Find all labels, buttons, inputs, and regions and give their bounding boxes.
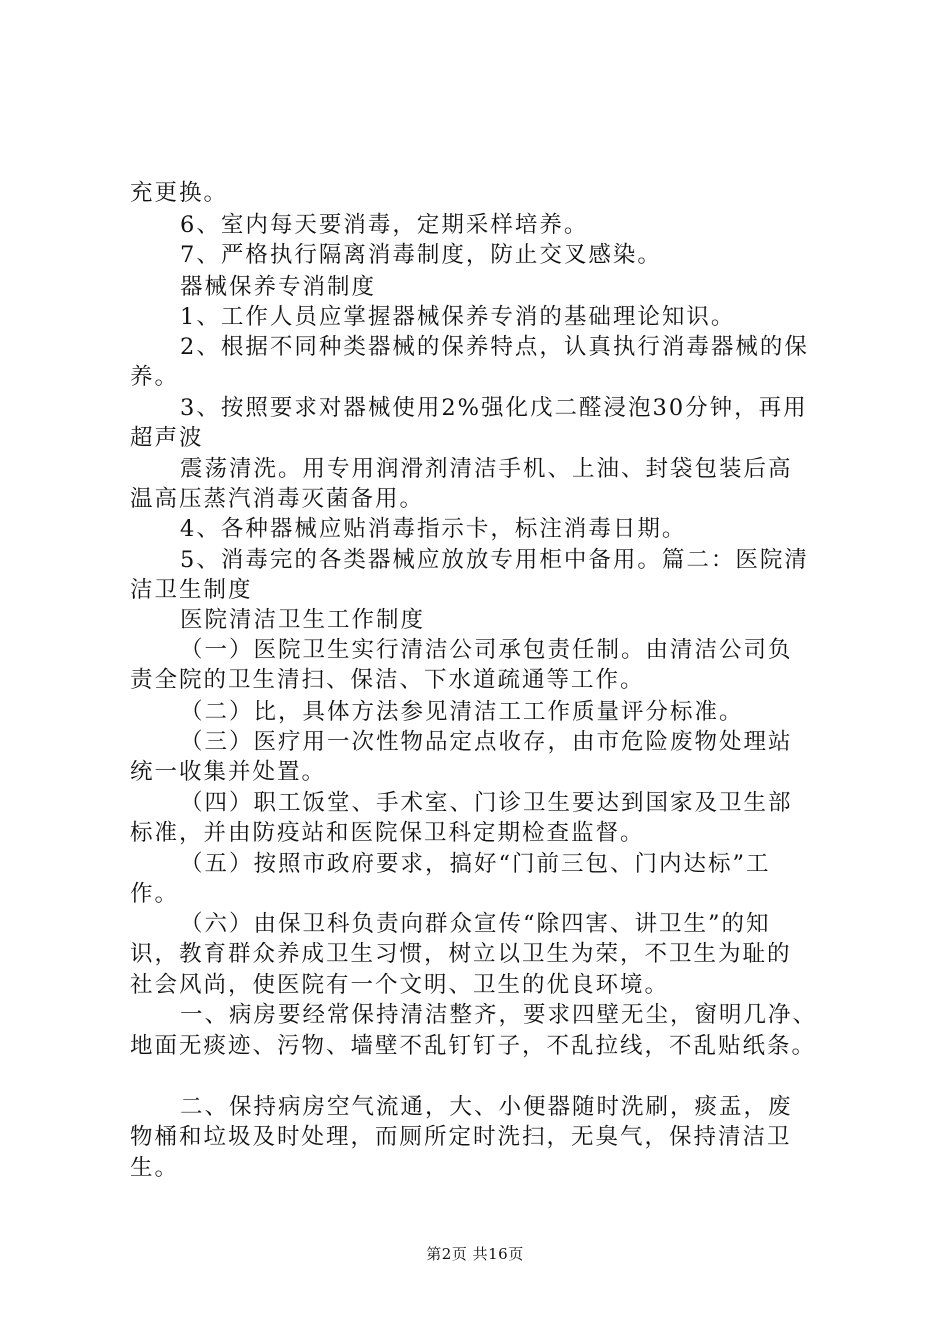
- text-line: （一）医院卫生实行清洁公司承包责任制。由清洁公司负: [180, 637, 793, 663]
- text-line: 地面无痰迹、污物、墙壁不乱钉钉子，不乱拉线，不乱贴纸条。: [130, 1033, 817, 1059]
- text-line: 震荡清洗。用专用润滑剂清洁手机、上油、封袋包装后高: [180, 456, 793, 482]
- text-line: 3、按照要求对器械使用2%强化戊二醛浸泡30分钟，再用: [180, 395, 808, 421]
- text-line: 4、各种器械应贴消毒指示卡，标注消毒日期。: [180, 516, 687, 542]
- text-line: 5、消毒完的各类器械应放放专用柜中备用。篇二：医院清: [180, 547, 809, 573]
- text-line: 责全院的卫生清扫、保洁、下水道疏通等工作。: [130, 667, 645, 693]
- text-line: 1、工作人员应掌握器械保养专消的基础理论知识。: [180, 304, 736, 330]
- text-line: 温高压蒸汽消毒灭菌备用。: [130, 486, 425, 512]
- text-line: 物桶和垃圾及时处理，而厕所定时洗扫，无臭气，保持清洁卫: [130, 1124, 792, 1150]
- text-line: 统一收集并处置。: [130, 759, 327, 785]
- text-line: 标准，并由防疫站和医院保卫科定期检查监督。: [130, 820, 645, 846]
- text-line: 社会风尚，使医院有一个文明、卫生的优良环境。: [130, 972, 670, 998]
- text-line: 6、室内每天要消毒，定期采样培养。: [180, 212, 589, 238]
- text-line: 洁卫生制度: [130, 577, 253, 603]
- text-line: 超声波: [130, 425, 204, 451]
- page-number-footer: 第2页 共16页: [426, 1245, 524, 1263]
- text-line: 生。: [130, 1155, 180, 1181]
- text-line: 识，教育群众养成卫生习惯，树立以卫生为荣，不卫生为耻的: [130, 941, 792, 967]
- text-line: 充更换。: [130, 180, 229, 206]
- section-heading: 器械保养专消制度: [180, 274, 377, 300]
- text-line: 7、严格执行隔离消毒制度，防止交叉感染。: [180, 242, 662, 268]
- text-line: （四）职工饭堂、手术室、门诊卫生要达到国家及卫生部: [180, 790, 793, 816]
- text-line: （六）由保卫科负责向群众宣传“除四害、讲卫生”的知: [180, 911, 771, 937]
- text-line: （三）医疗用一次性物品定点收存，由市危险废物处理站: [180, 729, 793, 755]
- text-line: （五）按照市政府要求，搞好“门前三包、门内达标”工: [180, 851, 771, 877]
- text-line: 养。: [130, 364, 180, 390]
- text-line: 2、根据不同种类器械的保养特点，认真执行消毒器械的保: [180, 334, 809, 360]
- text-line: 作。: [130, 881, 180, 907]
- section-heading: 医院清洁卫生工作制度: [180, 607, 426, 633]
- text-line: 二、保持病房空气流通，大、小便器随时洗刷，痰盂，废: [180, 1094, 793, 1120]
- text-line: （二）比，具体方法参见清洁工工作质量评分标准。: [180, 699, 744, 725]
- text-line: 一、病房要经常保持清洁整齐，要求四壁无尘，窗明几净、: [180, 1002, 818, 1028]
